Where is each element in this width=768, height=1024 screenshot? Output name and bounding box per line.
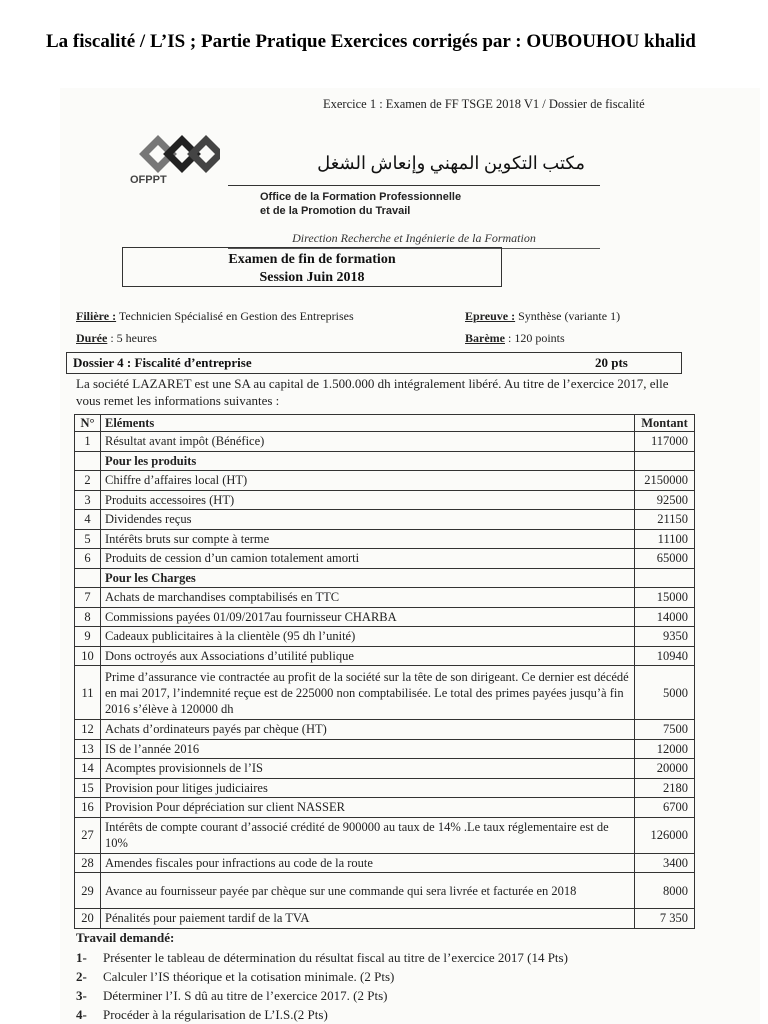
- row-num: 28: [75, 853, 101, 873]
- list-item-number: 2-: [76, 969, 87, 984]
- list-item-number: 1-: [76, 950, 87, 965]
- list-item: [76, 986, 696, 1005]
- row-desc: Intérêts de compte courant d’associé crédité de 900000 au taux de 14% .Le taux réglementaire est de 10%: [101, 817, 635, 853]
- table-row: [75, 873, 695, 909]
- table-row: [75, 588, 695, 608]
- list-item: [76, 948, 696, 967]
- section-label: Pour les produits: [101, 451, 635, 471]
- list-item-number: 4-: [76, 1007, 87, 1022]
- row-amount: 8000: [635, 873, 695, 909]
- table-row: [75, 627, 695, 647]
- table-row: [75, 607, 695, 627]
- row-amount: 9350: [635, 627, 695, 647]
- header-amount: Montant: [635, 415, 695, 432]
- section-label: Pour les Charges: [101, 568, 635, 588]
- list-item-text: Calculer l’IS théorique et la cotisation minimale. (2 Pts): [103, 969, 395, 984]
- row-desc: Avance au fournisseur payée par chèque sur une commande qui sera livrée et facturée en 2018: [101, 873, 635, 909]
- page-title: La fiscalité / L’IS ; Partie Pratique Exercices corrigés par : OUBOUHOU khalid: [46, 31, 696, 52]
- travail-title: Travail demandé:: [76, 930, 175, 945]
- org-name-line1: Office de la Formation Professionnelle: [260, 191, 462, 203]
- table-header-row: [75, 415, 695, 432]
- duree-field: [76, 331, 157, 346]
- row-num: 8: [75, 607, 101, 627]
- row-desc: Acomptes provisionnels de l’IS: [101, 759, 635, 779]
- table-section-row: [75, 568, 695, 588]
- row-amount: 12000: [635, 739, 695, 759]
- filiere-value: Technicien Spécialisé en Gestion des Entreprises: [118, 309, 354, 323]
- duree-label: Durée: [76, 331, 108, 345]
- exam-title: Examen de fin de formation: [228, 252, 396, 267]
- epreuve-field: [465, 309, 620, 324]
- table-row: [75, 798, 695, 818]
- row-amount: 5000: [635, 666, 695, 720]
- row-desc: Produits accessoires (HT): [101, 490, 635, 510]
- row-num: [75, 451, 101, 471]
- row-amount: 126000: [635, 817, 695, 853]
- table-row: [75, 646, 695, 666]
- bareme-field: [465, 331, 565, 346]
- list-item-number: 3-: [76, 988, 87, 1003]
- row-desc: Prime d’assurance vie contractée au profit de la société sur la tête de son dirigeant. Ce dernier est décédé en mai 2017, l’indemnité reçue est de 225000 non comptabilisée. Le total des primes payées jusqu’à fin 2016 s’élève à 120000 dh: [101, 666, 635, 720]
- exercise-line: Exercice 1 : Examen de FF TSGE 2018 V1 / Dossier de fiscalité: [323, 97, 645, 111]
- row-num: 29: [75, 873, 101, 909]
- row-amount: 92500: [635, 490, 695, 510]
- list-item-text: Procéder à la régularisation de L’I.S.(2 Pts): [103, 1007, 328, 1022]
- dossier-points: 20 pts: [595, 355, 628, 370]
- row-num: 14: [75, 759, 101, 779]
- row-num: 1: [75, 432, 101, 452]
- row-amount: 7500: [635, 720, 695, 740]
- intro-text: La société LAZARET est une SA au capital de 1.500.000 dh intégralement libéré. Au titre de l’exercice 2017, elle vous remet les informations suivantes :: [76, 376, 669, 408]
- bareme-value: : 120 points: [507, 331, 565, 345]
- row-num: 11: [75, 666, 101, 720]
- org-name-line2: et de la Promotion du Travail: [260, 205, 411, 217]
- list-item: [76, 967, 696, 986]
- direction-line: Direction Recherche et Ingénierie de la Formation: [228, 231, 600, 249]
- row-amount: 20000: [635, 759, 695, 779]
- row-amount: 21150: [635, 510, 695, 530]
- row-desc: Dividendes reçus: [101, 510, 635, 530]
- row-amount: 6700: [635, 798, 695, 818]
- row-desc: Intérêts bruts sur compte à terme: [101, 529, 635, 549]
- row-desc: Provision pour litiges judiciaires: [101, 778, 635, 798]
- table-row: [75, 739, 695, 759]
- table-row: [75, 853, 695, 873]
- table-row: [75, 529, 695, 549]
- table-row: [75, 432, 695, 452]
- row-amount: 15000: [635, 588, 695, 608]
- row-desc: Cadeaux publicitaires à la clientèle (95 dh l’unité): [101, 627, 635, 647]
- row-desc: Commissions payées 01/09/2017au fournisseur CHARBA: [101, 607, 635, 627]
- row-amount: 65000: [635, 549, 695, 569]
- list-item-text: Déterminer l’I. S dû au titre de l’exercice 2017. (2 Pts): [103, 988, 388, 1003]
- row-desc: Achats d’ordinateurs payés par chèque (HT): [101, 720, 635, 740]
- row-num: 6: [75, 549, 101, 569]
- row-num: 4: [75, 510, 101, 530]
- row-num: 10: [75, 646, 101, 666]
- row-desc: Produits de cession d’un camion totalement amorti: [101, 549, 635, 569]
- elements-table-body: [75, 415, 695, 929]
- row-amount: 10940: [635, 646, 695, 666]
- table-row: [75, 471, 695, 491]
- row-amount: 2150000: [635, 471, 695, 491]
- exam-session: Session Juin 2018: [259, 270, 365, 285]
- table-row: [75, 909, 695, 929]
- row-amount: 11100: [635, 529, 695, 549]
- table-row: [75, 666, 695, 720]
- header-desc: Eléments: [101, 415, 635, 432]
- travail-section: [76, 930, 696, 1024]
- row-desc: Dons octroyés aux Associations d’utilité publique: [101, 646, 635, 666]
- list-item: [76, 1005, 696, 1024]
- dossier-title: Dossier 4 : Fiscalité d’entreprise: [73, 355, 252, 370]
- row-num: 9: [75, 627, 101, 647]
- row-amount: 2180: [635, 778, 695, 798]
- row-desc: IS de l’année 2016: [101, 739, 635, 759]
- list-item-text: Présenter le tableau de détermination du résultat fiscal au titre de l’exercice 2017 (14 Pts): [103, 950, 568, 965]
- row-num: [75, 568, 101, 588]
- row-num: 16: [75, 798, 101, 818]
- row-amount: 117000: [635, 432, 695, 452]
- table-row: [75, 510, 695, 530]
- travail-list: [76, 948, 696, 1024]
- row-amount: 14000: [635, 607, 695, 627]
- elements-table: [74, 414, 695, 929]
- row-desc: Amendes fiscales pour infractions au code de la route: [101, 853, 635, 873]
- row-amount: 7 350: [635, 909, 695, 929]
- row-desc: Pénalités pour paiement tardif de la TVA: [101, 909, 635, 929]
- row-num: 20: [75, 909, 101, 929]
- logo-text: OFPPT: [130, 174, 167, 186]
- filiere-field: [76, 309, 354, 324]
- arabic-title: مكتب التكوين المهني وإنعاش الشغل: [317, 153, 585, 173]
- row-num: 13: [75, 739, 101, 759]
- row-desc: Achats de marchandises comptabilisés en TTC: [101, 588, 635, 608]
- row-num: 5: [75, 529, 101, 549]
- table-row: [75, 490, 695, 510]
- row-amount: 3400: [635, 853, 695, 873]
- row-num: 27: [75, 817, 101, 853]
- row-num: 12: [75, 720, 101, 740]
- epreuve-value: Synthèse (variante 1): [518, 309, 621, 323]
- table-row: [75, 720, 695, 740]
- row-desc: Chiffre d’affaires local (HT): [101, 471, 635, 491]
- row-desc: Provision Pour dépréciation sur client NASSER: [101, 798, 635, 818]
- row-num: 7: [75, 588, 101, 608]
- divider: [228, 185, 600, 186]
- exam-title-box: [122, 247, 502, 287]
- table-row: [75, 549, 695, 569]
- header-num: N°: [75, 415, 101, 432]
- row-amount: [635, 568, 695, 588]
- row-amount: [635, 451, 695, 471]
- table-row: [75, 759, 695, 779]
- bareme-label: Barème: [465, 331, 505, 345]
- filiere-label: Filière :: [76, 309, 117, 323]
- epreuve-label: Epreuve :: [465, 309, 516, 323]
- row-desc: Résultat avant impôt (Bénéfice): [101, 432, 635, 452]
- row-num: 2: [75, 471, 101, 491]
- duree-value: : 5 heures: [110, 331, 157, 345]
- dossier-header: [66, 352, 682, 374]
- table-row: [75, 817, 695, 853]
- table-row: [75, 778, 695, 798]
- row-num: 15: [75, 778, 101, 798]
- table-section-row: [75, 451, 695, 471]
- row-num: 3: [75, 490, 101, 510]
